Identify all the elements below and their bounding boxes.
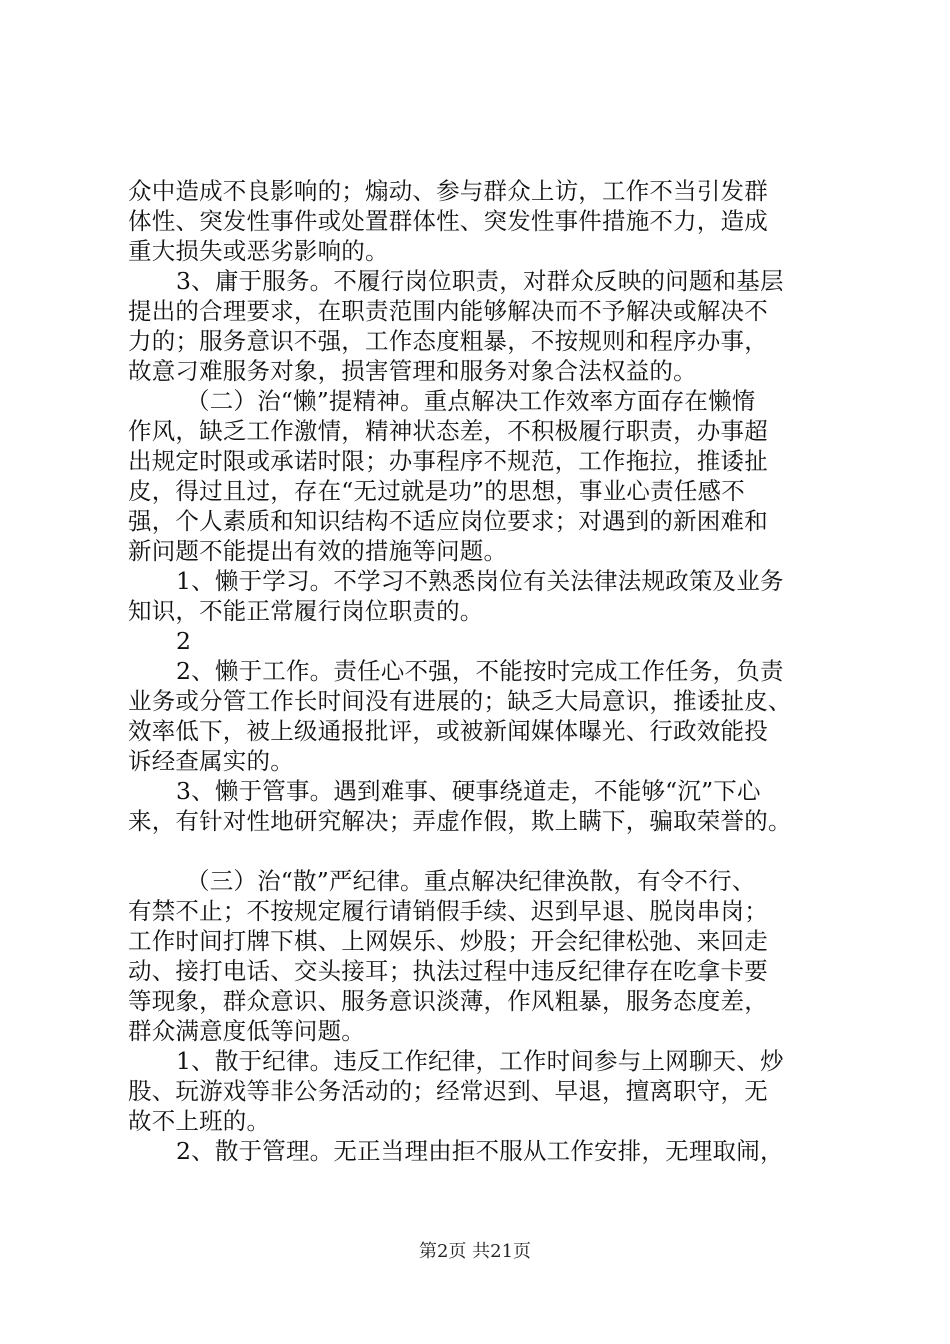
- paragraph-start-line: 3、懒于管事。遇到难事、硬事绕道走，不能够“沉”下心: [176, 777, 761, 805]
- text-line: 故不上班的。: [128, 1107, 271, 1135]
- text-line: 工作时间打牌下棋、上网娱乐、炒股；开会纪律松弛、来回走: [128, 927, 768, 955]
- text-line: 等现象，群众意识、服务意识淡薄，作风粗暴，服务态度差，: [128, 987, 768, 1015]
- text-line: 力的；服务意识不强，工作态度粗暴，不按规则和程序办事，: [128, 327, 768, 355]
- text-line: 出规定时限或承诺时限；办事程序不规范，工作拖拉，推诿扯: [128, 447, 768, 475]
- text-line: 业务或分管工作长时间没有进展的；缺乏大局意识，推诿扯皮、: [128, 687, 792, 715]
- text-line: 强，个人素质和知识结构不适应岗位要求；对遇到的新困难和: [128, 507, 768, 535]
- paragraph-start-line: 2、散于管理。无正当理由拒不服从工作安排，无理取闹，: [176, 1137, 784, 1165]
- document-body: [128, 176, 834, 1166]
- text-line: 有禁不止；不按规定履行请销假手续、迟到早退、脱岗串岗；: [128, 897, 768, 925]
- text-line: 效率低下，被上级通报批评，或被新闻媒体曝光、行政效能投: [128, 717, 768, 745]
- text-line: 动、接打电话、交头接耳；执法过程中违反纪律存在吃拿卡要: [128, 957, 768, 985]
- text-line: 知识，不能正常履行岗位职责的。: [128, 597, 484, 625]
- text-line: 新问题不能提出有效的措施等问题。: [128, 537, 508, 565]
- text-line: 皮，得过且过，存在“无过就是功”的思想，事业心责任感不: [128, 477, 745, 505]
- page-footer: 第2页 共21页: [418, 1241, 532, 1262]
- paragraph-start-line: 1、散于纪律。违反工作纪律，工作时间参与上网聊天、炒: [176, 1047, 784, 1075]
- text-line: 提出的合理要求，在职责范围内能够解决而不予解决或解决不: [128, 297, 768, 325]
- section-heading-line: （二）治“懒”提精神。重点解决工作效率方面存在懒惰: [186, 387, 756, 415]
- paragraph-start-line: 2、懒于工作。责任心不强，不能按时完成工作任务，负责: [176, 657, 784, 685]
- paragraph-gap: [128, 836, 834, 866]
- text-line: 众中造成不良影响的；煽动、参与群众上访，工作不当引发群: [128, 177, 768, 205]
- text-line: 诉经查属实的。: [128, 747, 294, 775]
- page-number-marker: 2: [176, 627, 192, 655]
- text-line: 故意刁难服务对象，损害管理和服务对象合法权益的。: [128, 357, 697, 385]
- text-line: 体性、突发性事件或处置群体性、突发性事件措施不力，造成: [128, 207, 768, 235]
- paragraph-start-line: 1、懒于学习。不学习不熟悉岗位有关法律法规政策及业务: [176, 567, 784, 595]
- text-line: 重大损失或恶劣影响的。: [128, 237, 389, 265]
- paragraph-start-line: 3、庸于服务。不履行岗位职责，对群众反映的问题和基层: [176, 267, 784, 295]
- text-line: 来，有针对性地研究解决；弄虚作假，欺上瞒下，骗取荣誉的。: [128, 807, 792, 835]
- text-line: 股、玩游戏等非公务活动的；经常迟到、早退，擅离职守，无: [128, 1077, 768, 1105]
- section-heading-line: （三）治“散”严纪律。重点解决纪律涣散，有令不行、: [186, 867, 756, 895]
- text-line: 群众满意度低等问题。: [128, 1017, 365, 1045]
- text-line: 作风，缺乏工作激情，精神状态差，不积极履行职责，办事超: [128, 417, 768, 445]
